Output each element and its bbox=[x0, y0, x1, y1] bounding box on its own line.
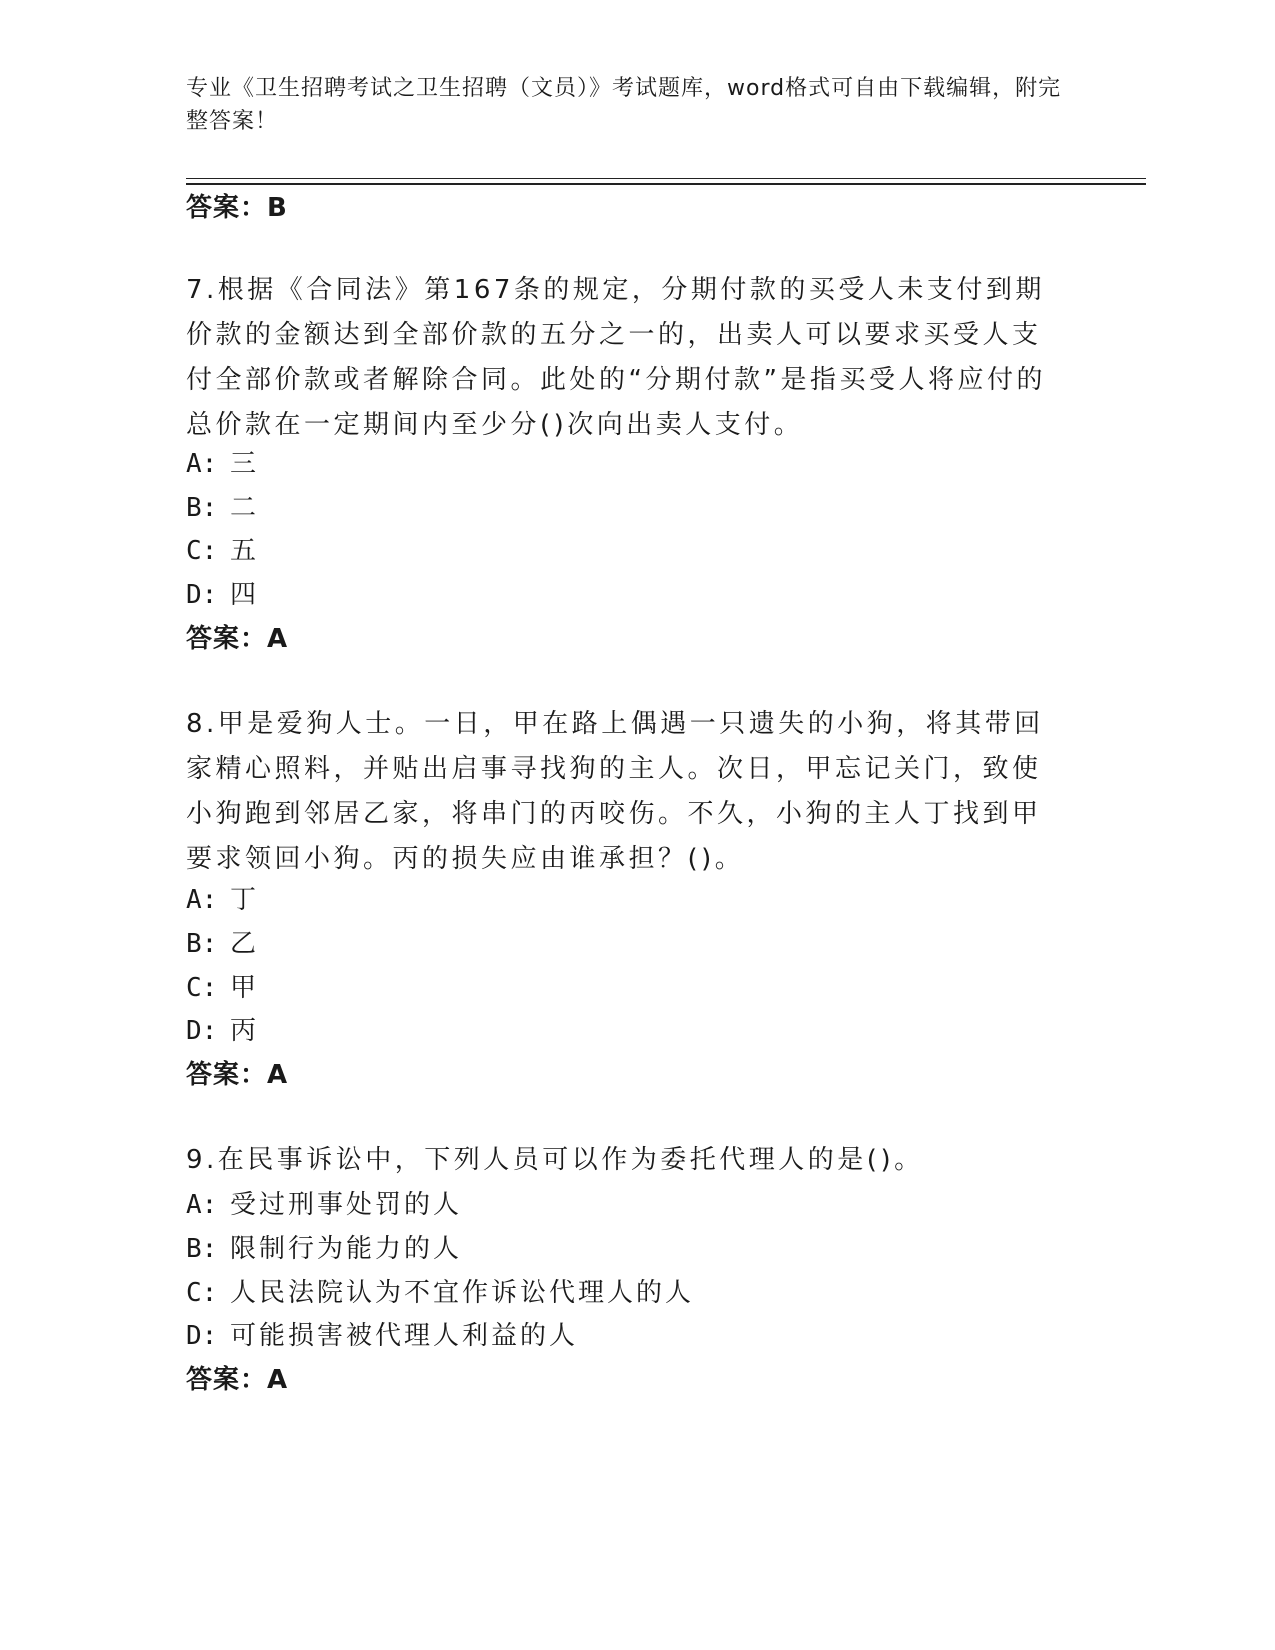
question-7-option-a bbox=[186, 446, 259, 482]
header-divider-top bbox=[186, 178, 1146, 179]
question-9-option-b bbox=[186, 1231, 462, 1267]
option-text: 受过刑事处罚的人 bbox=[230, 1190, 463, 1220]
option-key: A: bbox=[186, 885, 218, 915]
question-7-option-d bbox=[186, 577, 259, 613]
previous-answer: 答案：B bbox=[186, 193, 288, 223]
question-9-option-c bbox=[186, 1275, 694, 1311]
option-text: 二 bbox=[230, 493, 260, 523]
question-9-option-a bbox=[186, 1187, 462, 1223]
option-text: 丙 bbox=[230, 1016, 260, 1046]
option-key: C: bbox=[186, 536, 218, 566]
option-text: 限制行为能力的人 bbox=[230, 1234, 463, 1264]
option-key: D: bbox=[186, 580, 218, 610]
question-9-stem: 9.在民事诉讼中，下列人员可以作为委托代理人的是()。 bbox=[186, 1145, 924, 1175]
option-key: B: bbox=[186, 493, 218, 523]
question-8-stem: 8.甲是爱狗人士。一日，甲在路上偶遇一只遗失的小狗，将其带回家精心照料，并贴出启事寻找狗的主人。次日，甲忘记关门，致使小狗跑到邻居乙家，将串门的丙咬伤。不久，小狗的主人丁找到甲要求领回小狗。丙的损失应由谁承担？()。 bbox=[186, 709, 1044, 874]
document-header: 专业《卫生招聘考试之卫生招聘（文员）》考试题库，word格式可自由下载编辑，附完整答案！ bbox=[186, 76, 1062, 134]
header-divider-bottom bbox=[186, 183, 1146, 185]
option-text: 丁 bbox=[230, 885, 260, 915]
option-text: 四 bbox=[230, 580, 260, 610]
question-9-answer: 答案：A bbox=[186, 1365, 289, 1395]
option-text: 乙 bbox=[230, 929, 260, 959]
option-key: C: bbox=[186, 973, 218, 1003]
question-7-answer: 答案：A bbox=[186, 624, 289, 654]
option-key: A: bbox=[186, 449, 218, 479]
option-key: D: bbox=[186, 1016, 218, 1046]
option-key: B: bbox=[186, 1234, 218, 1264]
question-9-option-d bbox=[186, 1318, 578, 1354]
question-7-option-c bbox=[186, 533, 259, 569]
option-key: D: bbox=[186, 1321, 218, 1351]
question-8-answer: 答案：A bbox=[186, 1060, 289, 1090]
option-text: 可能损害被代理人利益的人 bbox=[230, 1321, 579, 1351]
option-key: A: bbox=[186, 1190, 218, 1220]
option-text: 三 bbox=[230, 449, 260, 479]
question-8-option-c bbox=[186, 970, 259, 1006]
option-key: B: bbox=[186, 929, 218, 959]
question-8-option-b bbox=[186, 926, 259, 962]
option-text: 人民法院认为不宜作诉讼代理人的人 bbox=[230, 1278, 695, 1308]
question-7-option-b bbox=[186, 490, 259, 526]
question-7-stem: 7.根据《合同法》第167条的规定，分期付款的买受人未支付到期价款的金额达到全部价款的五分之一的，出卖人可以要求买受人支付全部价款或者解除合同。此处的“分期付款”是指买受人将应付的总价款在一定期间内至少分()次向出卖人支付。 bbox=[186, 275, 1046, 440]
option-key: C: bbox=[186, 1278, 218, 1308]
question-8-option-a bbox=[186, 882, 259, 918]
question-8-option-d bbox=[186, 1013, 259, 1049]
option-text: 五 bbox=[230, 536, 260, 566]
option-text: 甲 bbox=[230, 973, 260, 1003]
